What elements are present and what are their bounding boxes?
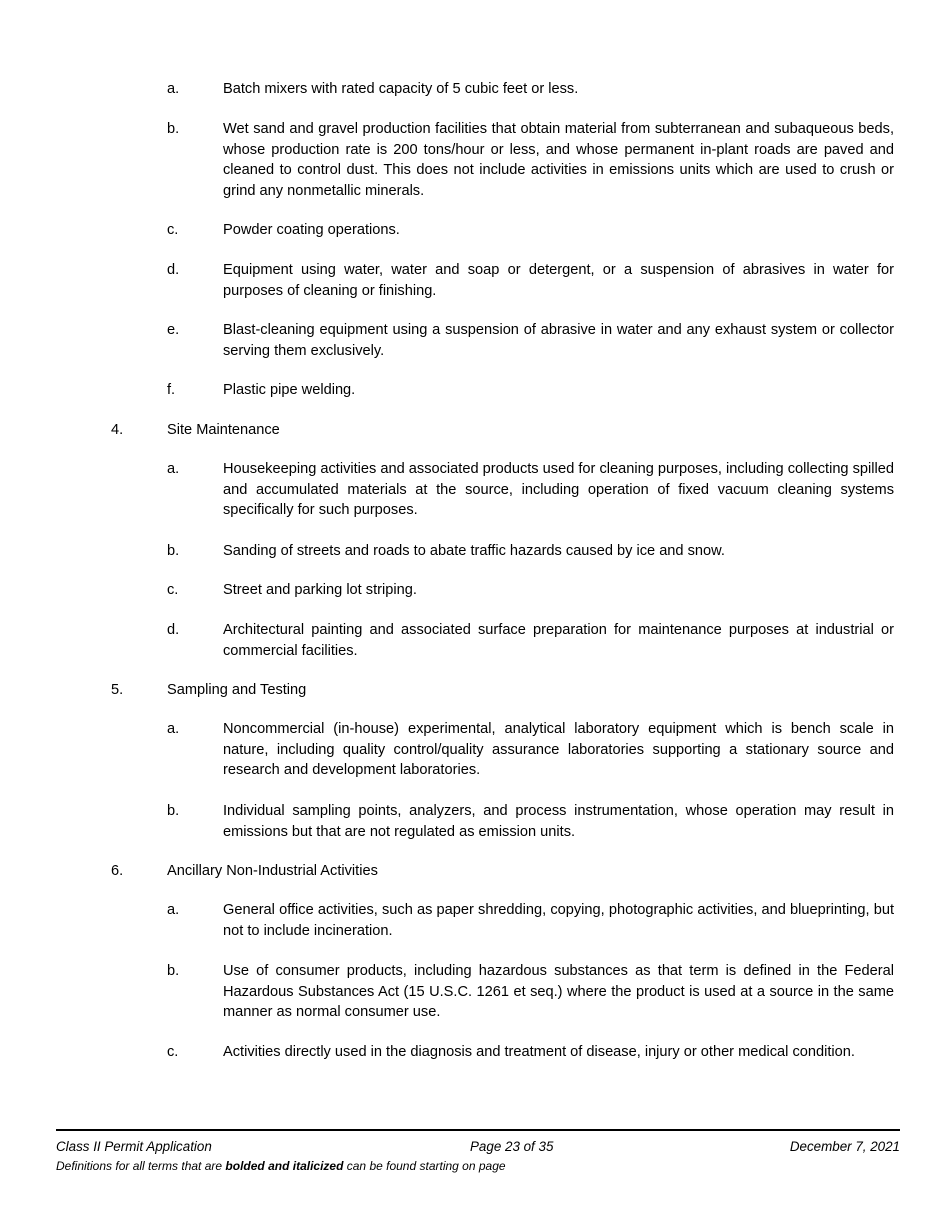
section-title: Site Maintenance [167,422,280,438]
list-marker: b. [167,543,180,559]
list-marker: c. [167,1044,179,1060]
section-title: Ancillary Non-Industrial Activities [167,863,378,879]
list-marker: c. [167,582,179,598]
section-title: Sampling and Testing [167,682,307,698]
list-marker: e. [167,322,180,338]
list-item-text: Use of consumer products, including hazardous substances as that term is defined in the Federal Hazardous Substances Act (15 U.S.C. 1261 et seq.) where the product is used at a source in the same manner as normal consumer use. [223,963,894,1021]
list-marker: d. [167,262,180,278]
footer-definitions-note [56,1158,506,1174]
list-item-text: Street and parking lot striping. [223,582,417,598]
list-marker: d. [167,622,180,638]
list-item-text: Blast-cleaning equipment using a suspension of abrasive in water and any exhaust system or collector serving them exclusively. [223,322,894,359]
footer-date: December 7, 2021 [789,1139,900,1154]
list-marker: b. [167,803,180,819]
list-item-text: Plastic pipe welding. [223,382,356,398]
list-marker: a. [167,721,180,737]
list-item-text: General office activities, such as paper shredding, copying, photographic activities, and blueprinting, but not to include incineration. [223,902,894,939]
list-item-text: Individual sampling points, analyzers, and process instrumentation, whose operation may result in emissions but that are not regulated as emission units. [223,803,894,840]
list-marker: 5. [111,682,124,698]
list-item-text: Batch mixers with rated capacity of 5 cubic feet or less. [223,81,579,97]
list-item-text: Noncommercial (in-house) experimental, analytical laboratory equipment which is bench scale in nature, including quality control/quality assurance laboratories supporting a stationary source and research and development laboratories. [223,721,894,779]
list-item-text: Housekeeping activities and associated products used for cleaning purposes, including collecting spilled and accumulated materials at the source, including operation of fixed vacuum cleaning systems specifically for such purposes. [223,461,894,519]
list-marker: 6. [111,863,124,879]
list-item-text: Sanding of streets and roads to abate traffic hazards caused by ice and snow. [223,543,725,559]
list-marker: 4. [111,422,124,438]
list-item-text: Wet sand and gravel production facilities that obtain material from subterranean and subaqueous beds, whose production rate is 200 tons/hour or less, and whose permanent in-plant roads are paved and cleaned to control dust. This does not include activities in emissions units which are used to crush or grind any nonmetallic minerals. [223,121,894,199]
list-item-text: Architectural painting and associated surface preparation for maintenance purposes at industrial or commercial facilities. [223,622,894,659]
list-item-text: Activities directly used in the diagnosis and treatment of disease, injury or other medical condition. [223,1044,855,1060]
list-marker: b. [167,963,180,979]
list-item-text: Powder coating operations. [223,222,400,238]
list-marker: a. [167,81,180,97]
list-marker: a. [167,902,180,918]
footer-divider [56,1129,900,1131]
list-marker: c. [167,222,179,238]
footer-document-title: Class II Permit Application [56,1139,212,1154]
footer-note-prefix: Definitions for all terms that are [56,1159,226,1173]
list-item-text: Equipment using water, water and soap or detergent, or a suspension of abrasives in water for purposes of cleaning or finishing. [223,262,894,299]
list-marker: f. [167,382,176,398]
footer-page-number: Page 23 of 35 [470,1139,554,1154]
list-marker: b. [167,121,180,137]
list-marker: a. [167,461,180,477]
footer-note-bold: bolded and italicized [225,1159,344,1173]
footer-note-suffix: can be found starting on page [343,1159,506,1173]
